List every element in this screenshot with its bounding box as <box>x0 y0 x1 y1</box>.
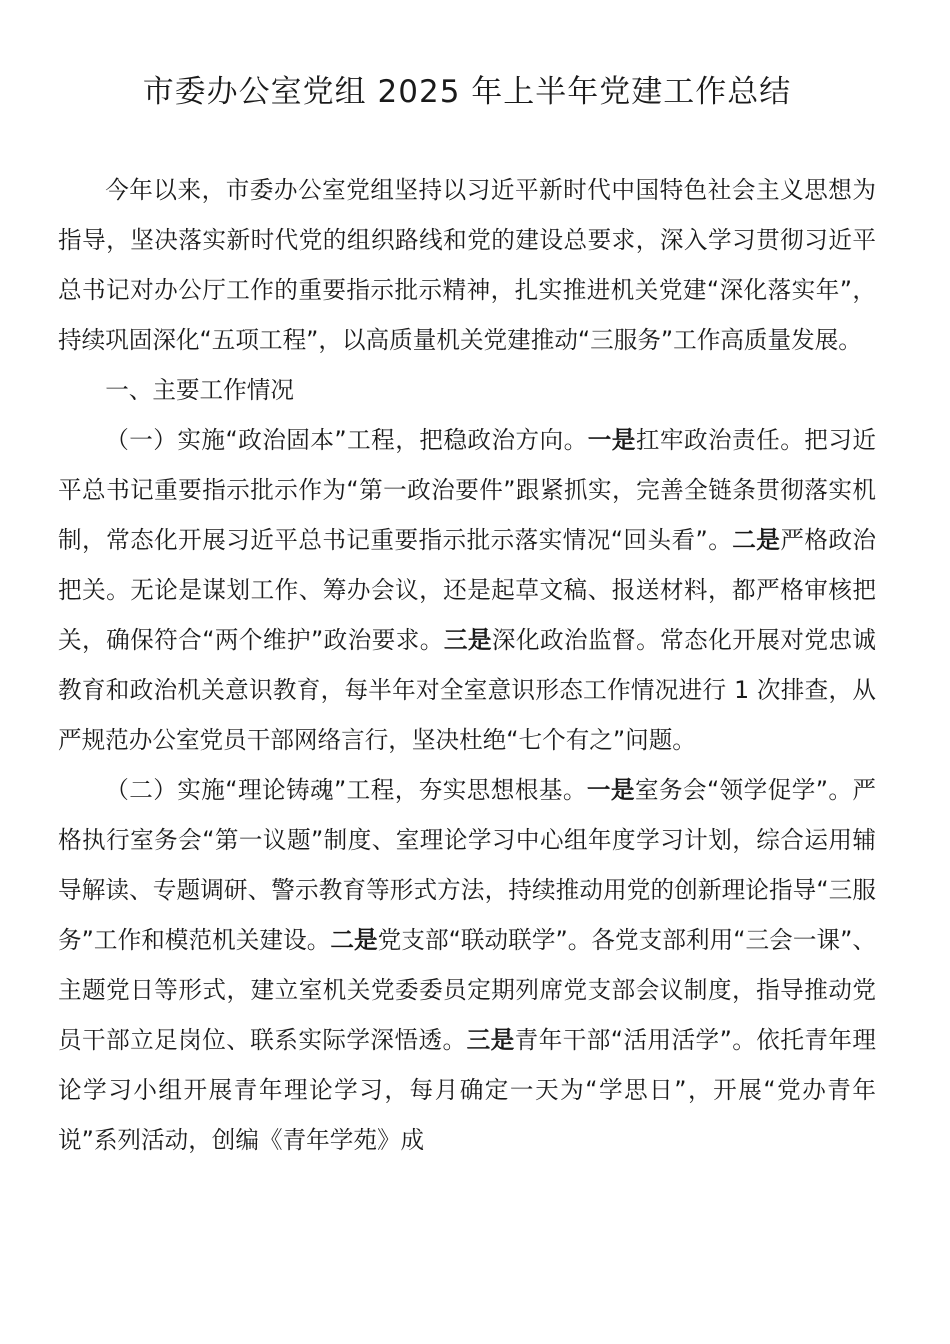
paragraph-lead: （二）实施“理论铸魂”工程，夯实思想根基。 <box>105 776 587 804</box>
point-marker: 一是 <box>587 426 636 454</box>
section-heading: 一、主要工作情况 <box>105 376 294 404</box>
point-text: 扛牢政治责任。把习近平总书记重要指示批示作为“第一政治要件”跟紧抓实，完善全链条贯彻落实机制，常态化开展习近平总书记重要指示批示落实情况“回头看”。 <box>58 426 877 554</box>
paragraph-lead: （一）实施“政治固本”工程，把稳政治方向。 <box>105 426 588 454</box>
point-text: 党支部“联动联学”。各党支部利用“三会一课”、主题党日等形式，建立室机关党委委员定期列席党支部会议制度，指导推动党员干部立足岗位、联系实际学深悟透。 <box>58 926 876 1054</box>
point-marker: 二是 <box>732 526 781 554</box>
intro-paragraph: 今年以来，市委办公室党组坚持以习近平新时代中国特色社会主义思想为指导，坚决落实新时代党的组织路线和党的建设总要求，深入学习贯彻习近平总书记对办公厅工作的重要指示批示精神，扎实推进机关党建“深化落实年”，持续巩固深化“五项工程”，以高质量机关党建推动“三服务”工作高质量发展。 <box>58 176 876 354</box>
point-text: 深化政治监督。常态化开展对党忠诚教育和政治机关意识教育，每半年对全室意识形态工作情况进行 1 次排查，从严规范办公室党员干部网络言行，坚决杜绝“七个有之”问题。 <box>58 626 877 754</box>
point-marker: 三是 <box>466 1026 515 1054</box>
paragraph-theory-soul <box>58 765 876 1165</box>
paragraph-political-foundation <box>58 415 876 765</box>
point-text: 室务会“领学促学”。严格执行室务会“第一议题”制度、室理论学习中心组年度学习计划，综合运用辅导解读、专题调研、警示教育等形式方法，持续推动用党的创新理论指导“三服务”工作和模范机关建设。 <box>58 776 876 954</box>
point-marker: 三是 <box>443 626 492 654</box>
point-marker: 一是 <box>586 776 635 804</box>
point-text: 严格政治把关。无论是谋划工作、筹办会议，还是起草文稿、报送材料，都严格审核把关，确保符合“两个维护”政治要求。 <box>58 526 877 654</box>
document-title: 市委办公室党组 2025 年上半年党建工作总结 <box>142 74 792 110</box>
point-text: 青年干部“活用活学”。依托青年理论学习小组开展青年理论学习，每月确定一天为“学思日”，开展“党办青年说”系列活动，创编《青年学苑》成 <box>58 1026 877 1154</box>
document-body <box>58 165 876 1165</box>
point-marker: 二是 <box>330 926 378 954</box>
